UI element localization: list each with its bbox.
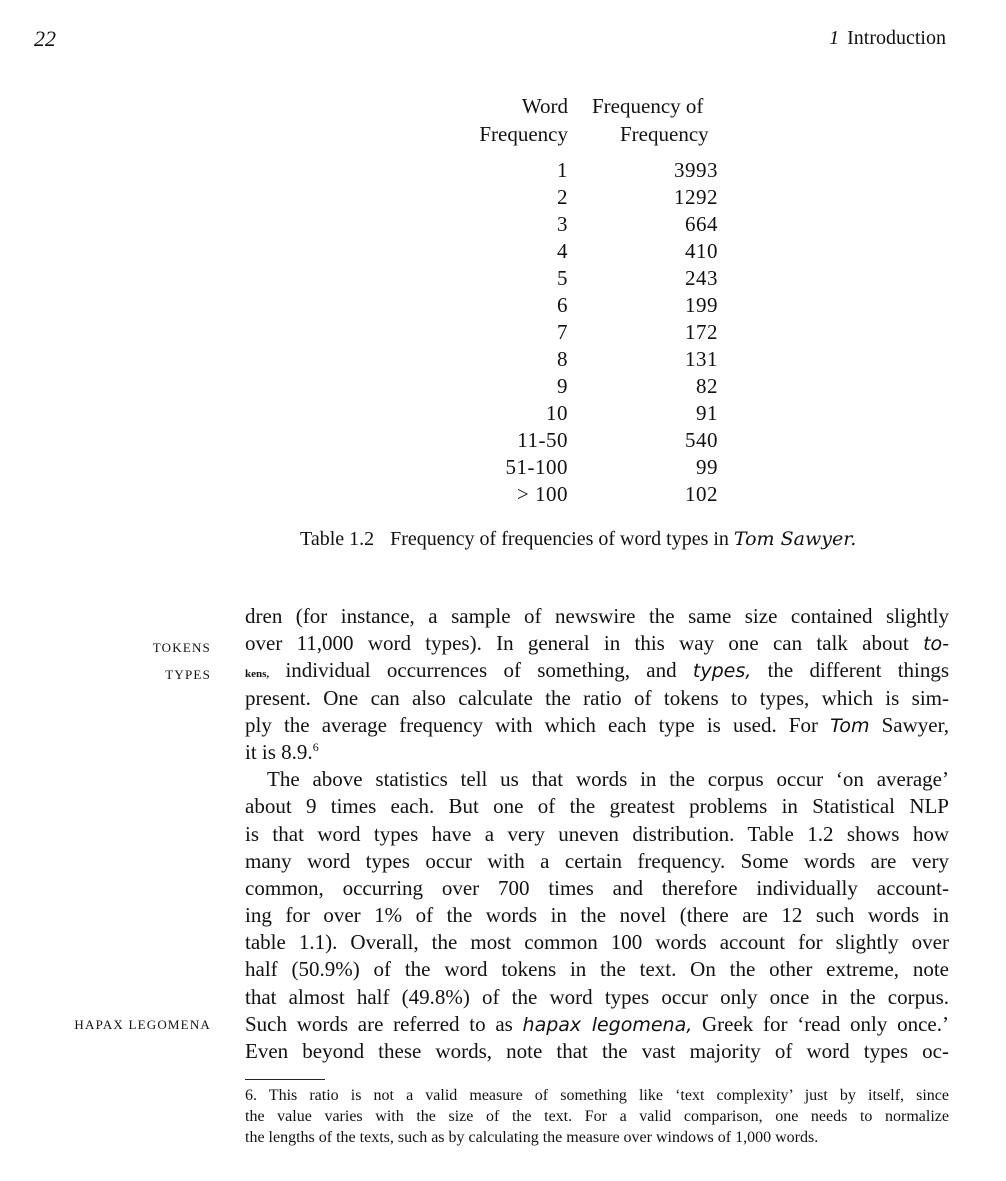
table-row (0, 454, 1006, 481)
body-text (245, 603, 949, 1065)
text-line (245, 630, 949, 657)
table-row (0, 427, 1006, 454)
text-line (245, 739, 949, 766)
table-caption (300, 528, 856, 551)
text-line (245, 657, 949, 684)
table-row (0, 292, 1006, 319)
text-span: individual occurrences of something, and (285, 658, 677, 683)
caption-book-title: Tom Sawyer. (733, 528, 857, 550)
text-span: Such words are referred to as (245, 1011, 513, 1036)
text-span: Sawyer, (881, 712, 949, 737)
text-line: about 9 times each. But one of the greatest problems in Statistical NLP (245, 794, 949, 819)
cell-word-frequency: 51-100 (505, 455, 568, 479)
text-span: Greek for ‘read only once.’ (701, 1011, 949, 1036)
chapter-number: 1 (829, 27, 840, 49)
table-row (0, 400, 1006, 427)
footnote-line: the value varies with the size of the text. For a valid comparison, one needs to normalize (245, 1108, 949, 1125)
text-line: ing for over 1% of the words in the novel (there are 12 such words in (245, 903, 949, 928)
footnote-rule (245, 1079, 325, 1080)
cell-word-frequency: 6 (557, 293, 568, 317)
table-row (0, 346, 1006, 373)
cell-word-frequency: 7 (557, 320, 568, 344)
text-span: ply the average frequency with which each type is used. For (245, 712, 818, 737)
cell-frequency-of-frequency: 172 (685, 320, 718, 344)
margin-note-types: TYPES (165, 667, 211, 682)
cell-frequency-of-frequency: 3993 (674, 158, 718, 182)
chapter-title: Introduction (847, 27, 946, 49)
text-line: present. One can also calculate the ratio of tokens to types, which is sim- (245, 685, 949, 710)
text-span: over 11,000 word types). In general in this way one can talk about (245, 631, 909, 656)
table-row (0, 238, 1006, 265)
cell-word-frequency: 5 (557, 266, 568, 290)
book-title-tom: Tom (830, 714, 870, 737)
cell-frequency-of-frequency: 82 (696, 374, 718, 398)
header-line: Frequency (620, 122, 709, 146)
cell-word-frequency: 2 (557, 185, 568, 209)
footnote (245, 1085, 949, 1148)
footnote-line: 6. This ratio is not a valid measure of something like ‘text complexity’ just by itself, since (245, 1087, 949, 1104)
text-line: many word types occur with a certain frequency. Some words are very (245, 848, 949, 873)
caption-text: Frequency of frequencies of word types in (390, 528, 729, 550)
cell-frequency-of-frequency: 102 (685, 482, 718, 506)
table-row (0, 157, 1006, 184)
text-line: table 1.1). Overall, the most common 100 words account for slightly over (245, 930, 949, 955)
cell-frequency-of-frequency: 1292 (674, 185, 718, 209)
cell-word-frequency: 4 (557, 239, 568, 263)
term-tokens-continuation: kens, (245, 668, 270, 681)
page-number: 22 (34, 26, 56, 51)
footnote-line: the lengths of the texts, such as by calculating the measure over windows of 1,000 words. (245, 1129, 819, 1146)
text-line: half (50.9%) of the word tokens in the text. On the other extreme, note (245, 957, 949, 982)
cell-frequency-of-frequency: 540 (685, 428, 718, 452)
footnote-reference[interactable]: 6 (312, 739, 319, 754)
table-header-word-frequency (440, 92, 568, 148)
text-line: that almost half (49.8%) of the word types occur only once in the corpus. (245, 984, 949, 1009)
caption-label: Table 1.2 (300, 528, 375, 550)
cell-word-frequency: 8 (557, 347, 568, 371)
cell-word-frequency: 10 (546, 401, 568, 425)
text-line: is that word types have a very uneven distribution. Table 1.2 shows how (245, 821, 949, 846)
table-row (0, 184, 1006, 211)
cell-word-frequency: > 100 (516, 482, 568, 506)
text-line: dren (for instance, a sample of newswire the same size contained slightly (245, 604, 949, 628)
table-row (0, 211, 1006, 238)
margin-note-tokens: TOKENS (152, 640, 211, 655)
cell-frequency-of-frequency: 99 (696, 455, 718, 479)
cell-word-frequency: 9 (557, 374, 568, 398)
table-row (0, 373, 1006, 400)
term-tokens: to- (923, 633, 949, 656)
term-hapax-legomena: hapax legomena, (522, 1013, 693, 1036)
cell-frequency-of-frequency: 131 (685, 347, 718, 371)
table-header-frequency-of-frequency (592, 92, 732, 148)
term-types: types, (692, 660, 752, 683)
table-row (0, 319, 1006, 346)
text-line (245, 1011, 949, 1038)
text-line: Even beyond these words, note that the vast majority of word types oc- (245, 1039, 949, 1063)
cell-frequency-of-frequency: 410 (685, 239, 718, 263)
header-line: Word (521, 94, 568, 118)
cell-word-frequency: 1 (557, 158, 568, 182)
header-line: Frequency (479, 122, 568, 146)
cell-frequency-of-frequency: 91 (696, 401, 718, 425)
cell-frequency-of-frequency: 664 (685, 212, 718, 236)
running-head (829, 27, 946, 50)
table-row (0, 265, 1006, 292)
table-row (0, 481, 1006, 508)
text-span: the different things (767, 658, 949, 683)
margin-note-hapax-legomena: HAPAX LEGOMENA (74, 1017, 211, 1032)
cell-word-frequency: 11-50 (517, 428, 568, 452)
text-span: it is 8.9. (245, 739, 313, 764)
text-line (245, 712, 949, 739)
text-line: common, occurring over 700 times and therefore individually account- (245, 875, 949, 900)
cell-word-frequency: 3 (557, 212, 568, 236)
cell-frequency-of-frequency: 243 (685, 266, 718, 290)
text-line: The above statistics tell us that words in the corpus occur ‘on average’ (267, 767, 949, 792)
cell-frequency-of-frequency: 199 (685, 293, 718, 317)
header-line: Frequency of (592, 94, 704, 118)
